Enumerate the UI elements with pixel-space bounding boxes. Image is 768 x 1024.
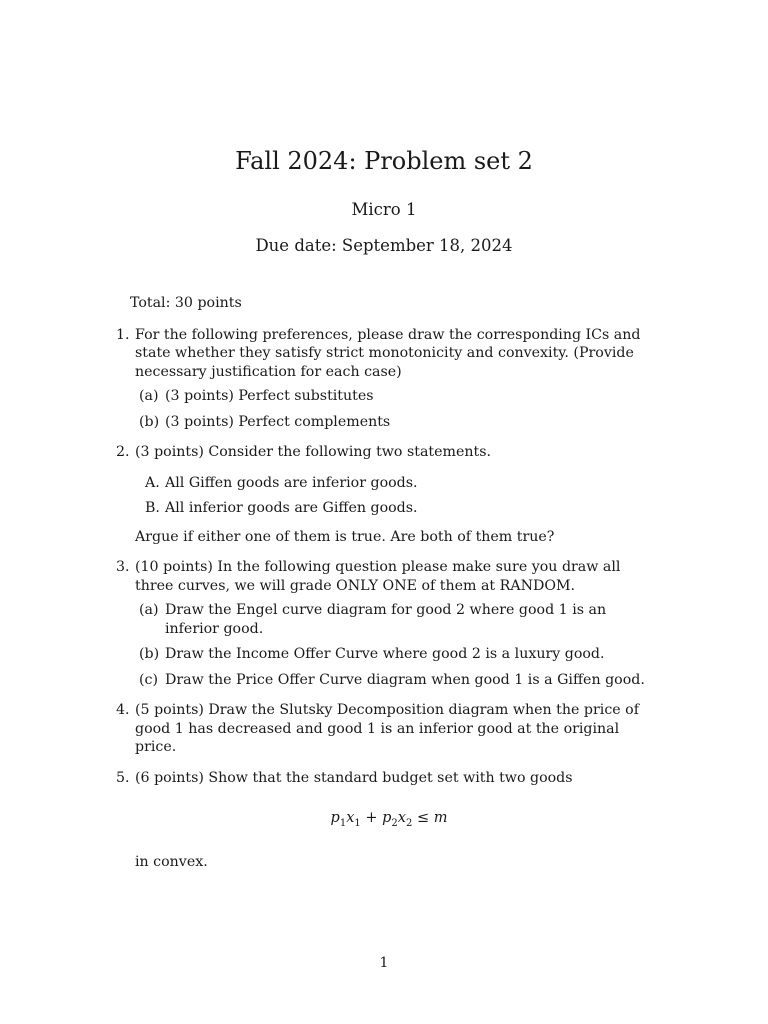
list-item: [135, 671, 662, 690]
part-label: (b): [139, 646, 160, 662]
part-label: (b): [139, 413, 160, 430]
question-2: [116, 443, 662, 546]
question-text: (6 points) Show that the standard budget set with two goods: [135, 769, 573, 786]
question-text: For the following preferences, please draw the corresponding ICs and state whether they satisfy strict monotonicity and convexity. (Provide necessary justification for each case): [135, 326, 641, 380]
part-label: (a): [139, 388, 159, 404]
part-text: Draw the Price Offer Curve diagram when good 1 is a Giffen good.: [165, 671, 645, 688]
document-title: Fall 2024: Problem set 2: [235, 147, 533, 175]
question-number: 5.: [116, 769, 130, 786]
document-body: [116, 294, 662, 884]
statement-text: All inferior goods are Giffen goods.: [165, 500, 418, 516]
list-item: [135, 601, 662, 638]
question-parts: [135, 601, 662, 689]
question-text: (3 points) Consider the following two statements.: [135, 444, 491, 460]
question-text: (10 points) In the following question please make sure you draw all three curves, we will grade ONLY ONE of them at RANDOM.: [135, 559, 621, 594]
question-number: 4.: [116, 702, 130, 718]
question-1: [116, 326, 662, 432]
question-3: [116, 558, 662, 689]
list-item: [135, 387, 662, 406]
list-item: [135, 645, 662, 664]
part-text: Draw the Income Offer Curve where good 2 is a luxury good.: [165, 646, 605, 662]
list-item: [135, 413, 662, 432]
part-text: (3 points) Perfect complements: [165, 413, 391, 430]
budget-equation: $p_1x_1 + p_2x_2 \le m$: [330, 810, 448, 829]
due-date: Due date: September 18, 2024: [255, 236, 513, 255]
course-name: Micro 1: [351, 200, 417, 219]
statement-list: [135, 474, 662, 518]
question-parts: [135, 387, 662, 431]
list-item: [135, 499, 662, 518]
statement-label: B.: [145, 500, 160, 516]
list-item: [135, 474, 662, 493]
statement-label: A.: [145, 474, 160, 491]
part-text: (3 points) Perfect substitutes: [165, 388, 374, 404]
total-points: Total: 30 points: [130, 295, 242, 311]
question-number: 2.: [116, 444, 130, 460]
question-text: (5 points) Draw the Slutsky Decomposition diagram when the price of good 1 has decreased and good 1 is an inferior good at the original price.: [135, 702, 639, 755]
question-followup: in convex.: [135, 854, 208, 871]
question-followup: Argue if either one of them is true. Are both of them true?: [135, 528, 555, 545]
page-number: 1: [379, 955, 389, 971]
question-number: 3.: [116, 559, 130, 575]
part-label: (c): [139, 671, 159, 688]
part-text: Draw the Engel curve diagram for good 2 where good 1 is an inferior good.: [165, 602, 607, 637]
part-label: (a): [139, 602, 159, 618]
question-5: [116, 769, 662, 872]
question-number: 1.: [116, 326, 130, 343]
question-4: [116, 701, 662, 757]
statement-text: All Giffen goods are inferior goods.: [165, 474, 418, 491]
